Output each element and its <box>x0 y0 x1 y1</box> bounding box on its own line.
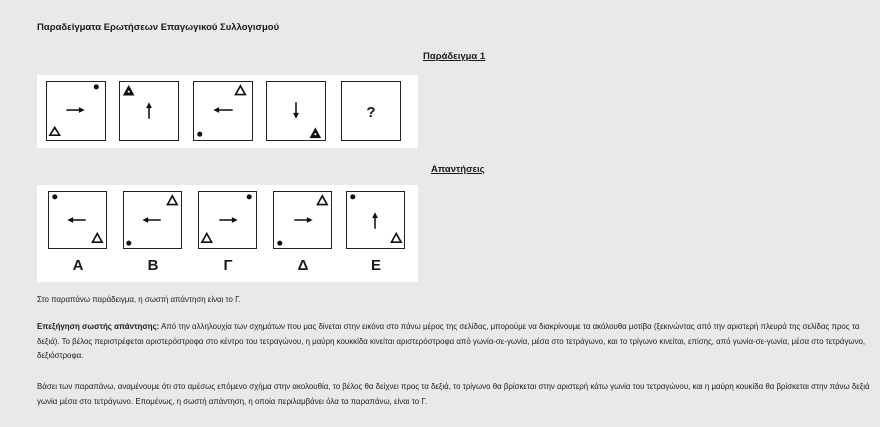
dot-shape <box>52 194 57 199</box>
triangle-outline-shape <box>202 234 212 243</box>
dot-shape <box>277 241 282 246</box>
answer-option-e[interactable] <box>346 191 405 249</box>
answer-letter-a: A <box>72 257 84 274</box>
triangle-outline-shape <box>92 234 102 243</box>
sequence-figure-1 <box>46 81 106 141</box>
triangle-outline-shape <box>391 234 401 243</box>
triangle-outline-shape <box>236 86 246 95</box>
sequence-figure-2 <box>119 81 179 141</box>
triangle-dotted-shape <box>310 127 322 138</box>
sequence-figure-4 <box>266 81 326 141</box>
triangle-outline-shape <box>317 196 327 205</box>
triangle-outline-shape <box>167 196 177 205</box>
answer-letter-e: E <box>370 257 381 274</box>
arrow-up-icon <box>372 212 378 228</box>
triangle-outline-shape <box>50 127 60 135</box>
arrow-left-icon <box>213 107 232 113</box>
answer-option-a[interactable] <box>48 191 107 249</box>
arrow-right-icon <box>66 107 84 113</box>
answers-heading: Απαντήσεις <box>431 164 485 175</box>
arrow-left-icon <box>142 217 160 223</box>
arrow-right-icon <box>294 217 312 223</box>
answer-letter-c: Γ <box>223 257 233 274</box>
explanation-label: Επεξήγηση σωστής απάντησης: <box>37 322 160 331</box>
dot-shape <box>94 84 99 89</box>
question-mark: ? <box>366 104 376 121</box>
sequence-figure-3 <box>193 81 253 141</box>
answer-letter-b: B <box>147 257 159 274</box>
dot-shape <box>126 241 131 246</box>
answer-letter-d: Δ <box>297 257 309 274</box>
answer-option-c[interactable] <box>198 191 257 249</box>
dot-shape <box>247 194 252 199</box>
answer-option-d[interactable] <box>273 191 332 249</box>
arrow-left-icon <box>67 217 85 223</box>
arrow-down-icon <box>293 102 299 118</box>
triangle-dotted-shape <box>123 85 135 96</box>
intro-paragraph: Στο παραπάνω παράδειγμα, η σωστή απάντηση είναι το Γ. <box>37 295 241 304</box>
sequence-figure-5 <box>341 81 401 141</box>
explanation-body: Από την αλληλουχία των σχημάτων που μας δίνεται στην εικόνα στο πάνω μέρος της σελίδας, μπορούμε να διακρίνουμε τα ακόλουθα μοτίβα (ξεκινώντας από την αριστερή πλευρά της σελίδας προς τα δεξιά). Το βέλος περιστρέφεται αριστερόστροφα στο κέντρο του τετραγώνου, η μαύρη κουκκίδα κινείται αριστερόστροφα από γωνία-σε-γωνία, μέσα στο τετράγωνο, και το τρίγωνο κινείται, επίσης, από γωνία-σε-γωνία, μέσα στο τετράγωνο, δεξιόστροφα. <box>37 322 866 360</box>
example-heading: Παράδειγμα 1 <box>423 51 486 62</box>
page-title: Παραδείγματα Ερωτήσεων Επαγωγικού Συλλογισμού <box>37 22 280 33</box>
answer-option-b[interactable] <box>123 191 182 249</box>
dot-shape <box>197 132 202 137</box>
example-sequence-panel <box>37 75 418 148</box>
dot-shape <box>350 194 355 199</box>
answer-options-panel <box>37 185 418 282</box>
arrow-up-icon <box>146 102 152 118</box>
explanation-paragraph <box>37 320 877 364</box>
arrow-right-icon <box>219 217 237 223</box>
conclusion-paragraph: Βάσει των παραπάνω, αναμένουμε ότι στο αμέσως επόμενο σχήμα στην ακολουθία, το βέλος θα δείχνει προς τα δεξιά, το τρίγωνο θα βρίσκεται στην αριστερή κάτω γωνία του τετραγώνου, και η μαύρη κουκίδα θα βρίσκεται στην πάνω δεξιά γωνία μέσα στο τετράγωνο. Επομένως, η σωστή απάντηση, η οποία περιλαμβάνει όλα τα παραπάνω, είναι το Γ. <box>37 382 870 406</box>
